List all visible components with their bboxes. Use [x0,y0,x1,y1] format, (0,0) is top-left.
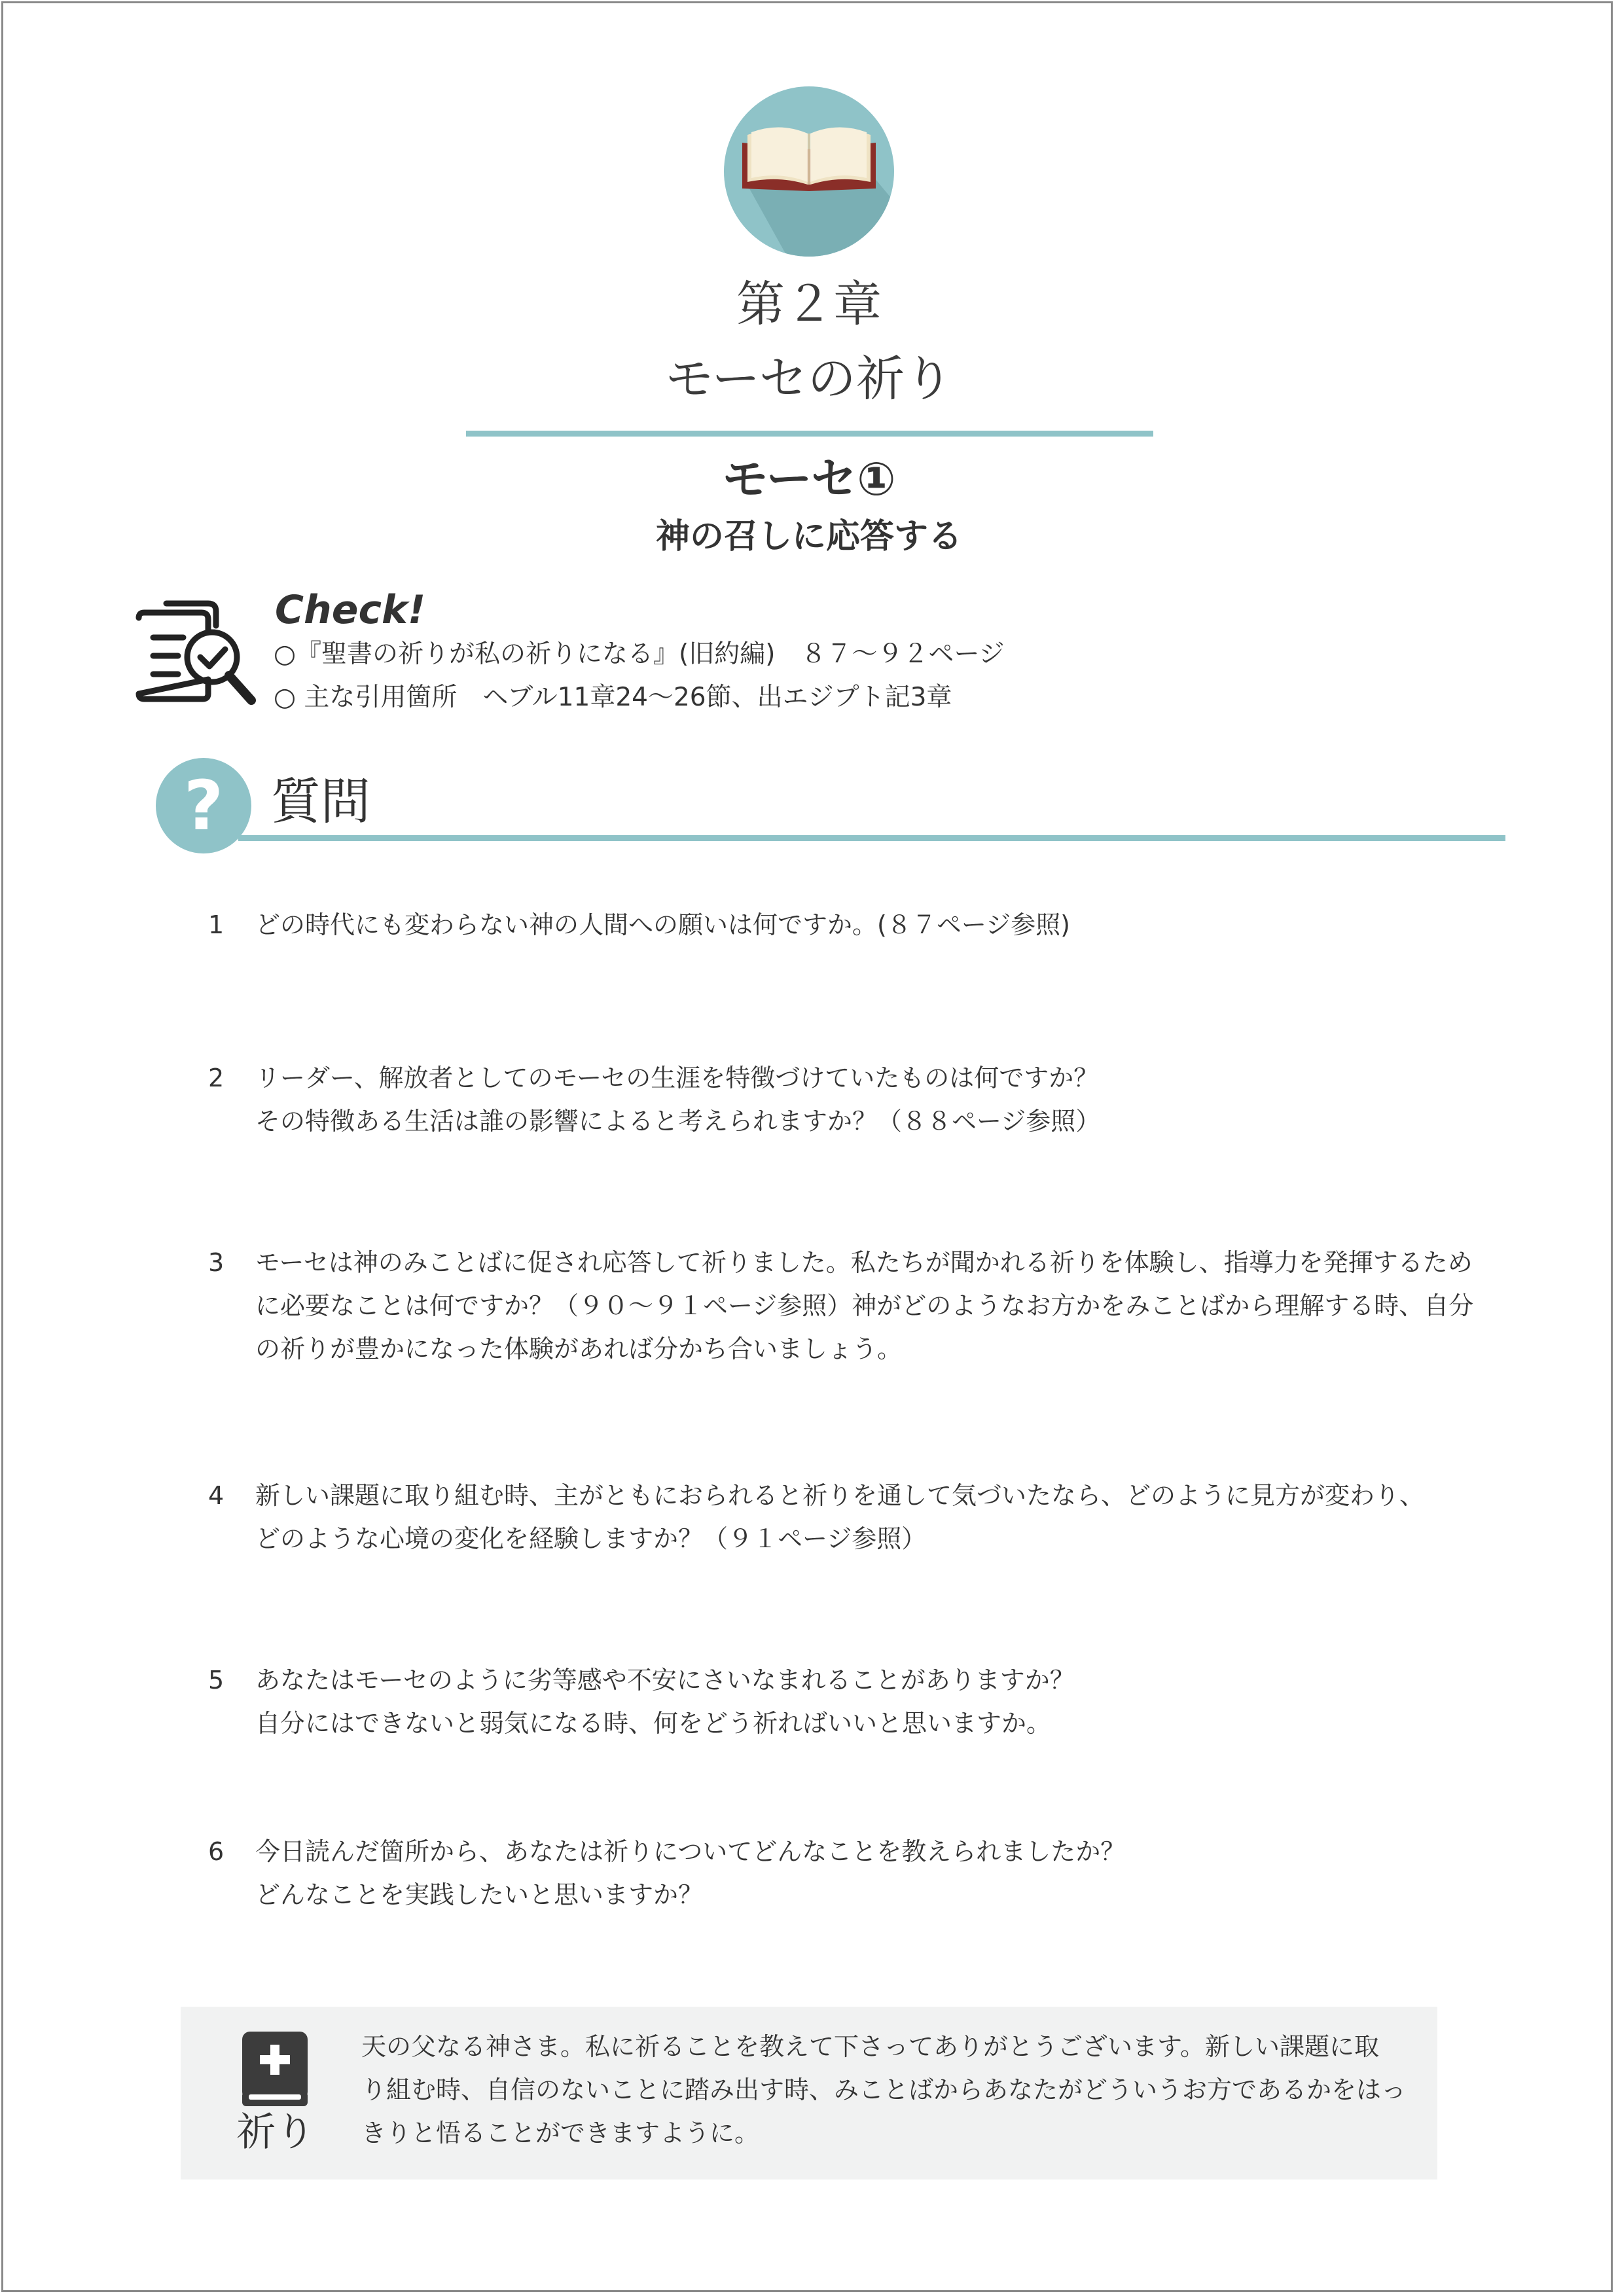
question-text: どんなことを実践したいと思いますか？ [255,1880,704,1909]
chapter-title: モーセの祈り [665,351,953,407]
question-mark-icon: ? [183,766,224,846]
title-divider [466,431,1153,437]
question-number: 6 [208,1837,225,1866]
prayer-label: 祈り [236,2109,315,2155]
question-number: 5 [208,1666,225,1695]
check-heading: Check! [275,587,426,633]
check-citations: ○ 主な引用箇所 ヘブル11章24～26節、出エジプト記3章 [274,683,952,712]
question-text: 自分にはできないと弱気になる時、何をどう祈ればいいと思いますか。 [255,1709,1052,1738]
open-book-icon [724,86,894,257]
section-divider [238,835,1505,841]
question-number: 4 [208,1481,225,1510]
section-title: 質問 [271,772,370,831]
check-reading-range: ○『聖書の祈りが私の祈りになる』(旧約編) ８７～９２ページ [274,639,1005,669]
question-number: 2 [208,1064,225,1092]
question-text: どのような心境の変化を経験しますか？（９１ページ参照） [255,1524,927,1553]
question-text: 今日読んだ箇所から、あなたは祈りについてどんなことを教えられましたか？ [255,1837,1126,1866]
question-text: の祈りが豊かになった体験があれば分かち合いましょう。 [255,1335,903,1363]
chapter-number: 第２章 [736,276,882,332]
question-text: どの時代にも変わらない神の人間への願いは何ですか。(８７ページ参照) [255,910,1070,939]
prayer-text: きりと悟ることができますように。 [361,2119,760,2147]
lesson-subtitle: 神の召しに応答する [655,517,962,556]
lesson-title: モーセ① [722,452,896,506]
question-text: あなたはモーセのように劣等感や不安にさいなまれることがありますか？ [255,1666,1075,1695]
question-text: リーダー、解放者としてのモーセの生涯を特徴づけていたものは何ですか？ [255,1064,1099,1092]
question-text: モーセは神のみことばに促され応答して祈りました。私たちが聞かれる祈りを体験し、指導力を発揮するため [255,1248,1473,1277]
question-text: 新しい課題に取り組む時、主がともにおられると祈りを通して気づいたなら、どのように見方が変わり、 [255,1481,1425,1510]
question-number: 3 [208,1248,225,1277]
document-check-icon [130,589,261,720]
prayer-text: り組む時、自信のないことに踏み出す時、みことばからあなたがどういうお方であるかをはっ [361,2075,1407,2104]
question-number: 1 [208,910,225,939]
question-text: その特徴ある生活は誰の影響によると考えられますか？（８８ページ参照） [255,1107,1101,1136]
bible-icon [238,2029,312,2114]
question-text: に必要なことは何ですか？（９０～９１ページ参照）神がどのようなお方かをみことばから理解する時、自分 [255,1291,1474,1320]
prayer-text: 天の父なる神さま。私に祈ることを教えて下さってありがとうございます。新しい課題に取 [361,2032,1379,2061]
